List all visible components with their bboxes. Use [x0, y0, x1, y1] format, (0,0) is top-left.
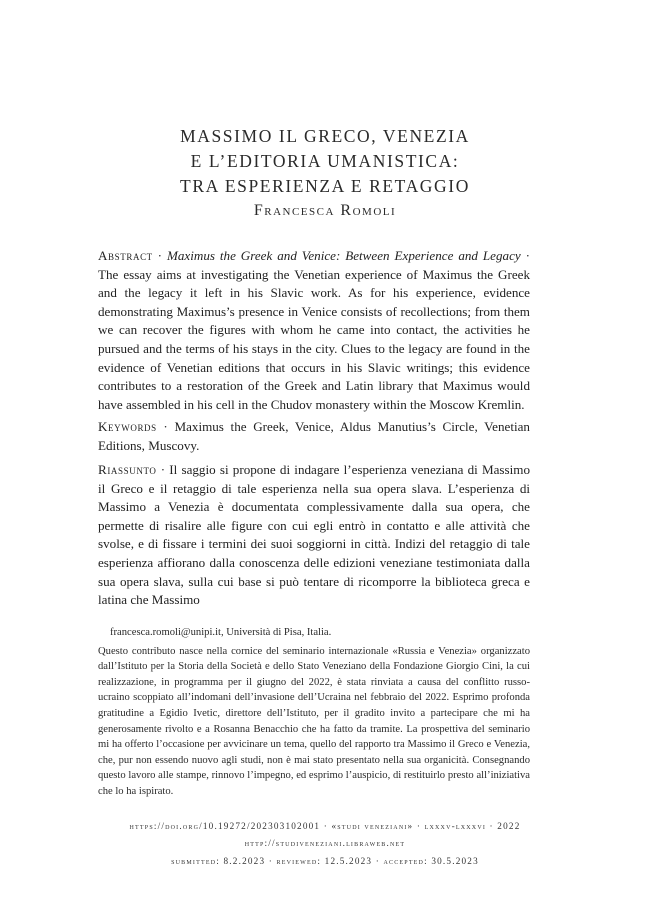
abstract-separator-2: · — [520, 248, 530, 263]
keywords-paragraph — [98, 418, 530, 455]
riassunto-separator: · — [156, 462, 170, 477]
author-affiliation-note: francesca.romoli@unipi.it, Università di Pisa, Italia. — [110, 627, 332, 638]
title-line-3: TRA ESPERIENZA E RETAGGIO — [180, 176, 470, 196]
footnotes — [98, 625, 530, 800]
keywords-label: Keywords — [98, 419, 157, 434]
riassunto-label: Riassunto — [98, 462, 157, 477]
article-title — [0, 124, 650, 199]
abstract-body: The essay aims at investigating the Venetian experience of Maximus the Greek and the legacy it left in his Slavic work. As for his experience, evidence demonstrating Maximus’s presence in Venice consists of recollections; from them we can recover the figures with whom he came into contact, the activities he pursued and the terms of his stays in the city. Clues to the legacy are found in the evidence of Venetian editions that occurs in his Slavic writings; this evidence contributes to a restoration of the Greek and Latin library that Maximus would have assembled in his cell in the Chudov monastery within the Moscow Kremlin. — [98, 266, 530, 412]
abstract-label: Abstract — [98, 248, 153, 263]
keywords-separator: · — [156, 419, 175, 434]
footer-website-line: http://studiveneziani.libraweb.net — [244, 838, 406, 848]
abstract-paragraph — [98, 247, 530, 414]
abstract-separator: · — [152, 248, 167, 263]
abstract-english-title: Maximus the Greek and Venice: Between Experience and Legacy — [166, 248, 521, 263]
footer-doi-line: https://doi.org/10.19272/202303102001 · «studi veneziani» · lxxxv-lxxxvi · 2022 — [129, 821, 521, 831]
keywords-body: Maximus the Greek, Venice, Aldus Manutius’s Circle, Venetian Editions, Muscovy. — [98, 419, 530, 453]
author-name: Francesca Romoli — [253, 202, 397, 219]
acknowledgement-note: Questo contributo nasce nella cornice del seminario internazionale «Russia e Venezia» organizzato dall’Istituto per la Storia della Società e dello Stato Veneziano della Fondazione Giorgio Cini, la cui realizzazione, in programma per il giugno del 2022, è stata rinviata a causa del conflitto russo-ucraino scoppiato all’indomani dell’invasione dell’Ucraina nel febbraio del 2022. Esprimo profonda gratitudine a Egidio Ivetic, direttore dell’Istituto, per il gradito invito a partecipare che mi ha generosamente rivolto e a Rosanna Benacchio che ha fatto da tramite. La prospettiva del seminario mi ha offerto l’occasione per avvicinare un tema, quello del rapporto tra Massimo il Greco e Venezia, che, pur non essendo nuovo agli studi, non è mai stato presentato nella sua organicità. Consegnando questo lavoro alle stampe, rinnovo l’impegno, ed esprimo l’auspicio, di restituirlo presto all’iniziativa che lo ha ispirato. — [98, 645, 530, 797]
title-line-1: MASSIMO IL GRECO, VENEZIA — [180, 126, 470, 146]
riassunto-body: Il saggio si propone di indagare l’esperienza veneziana di Massimo il Greco e il retaggio di tale esperienza nella sua opera slava. L’esperienza di Massimo a Venezia è documentata complessivamente dalla sua opera, che permette di risalire alle figure con cui egli entrò in contatto e alle attività che svolse, e di fissare i termini dei suoi soggiorni in città. Indizi del retaggio di tale esperienza affiorano dalla conoscenza delle edizioni veneziane testimoniata dalla sua opera slava, sulla cui base si può tentare di ricomporre la biblioteca greca e latina che Massimo — [98, 462, 530, 608]
footer-dates-line: submitted: 8.2.2023 · reviewed: 12.5.2023 · accepted: 30.5.2023 — [171, 856, 479, 866]
riassunto-paragraph — [98, 461, 530, 610]
title-line-2: E L’EDITORIA UMANISTICA: — [190, 151, 460, 171]
